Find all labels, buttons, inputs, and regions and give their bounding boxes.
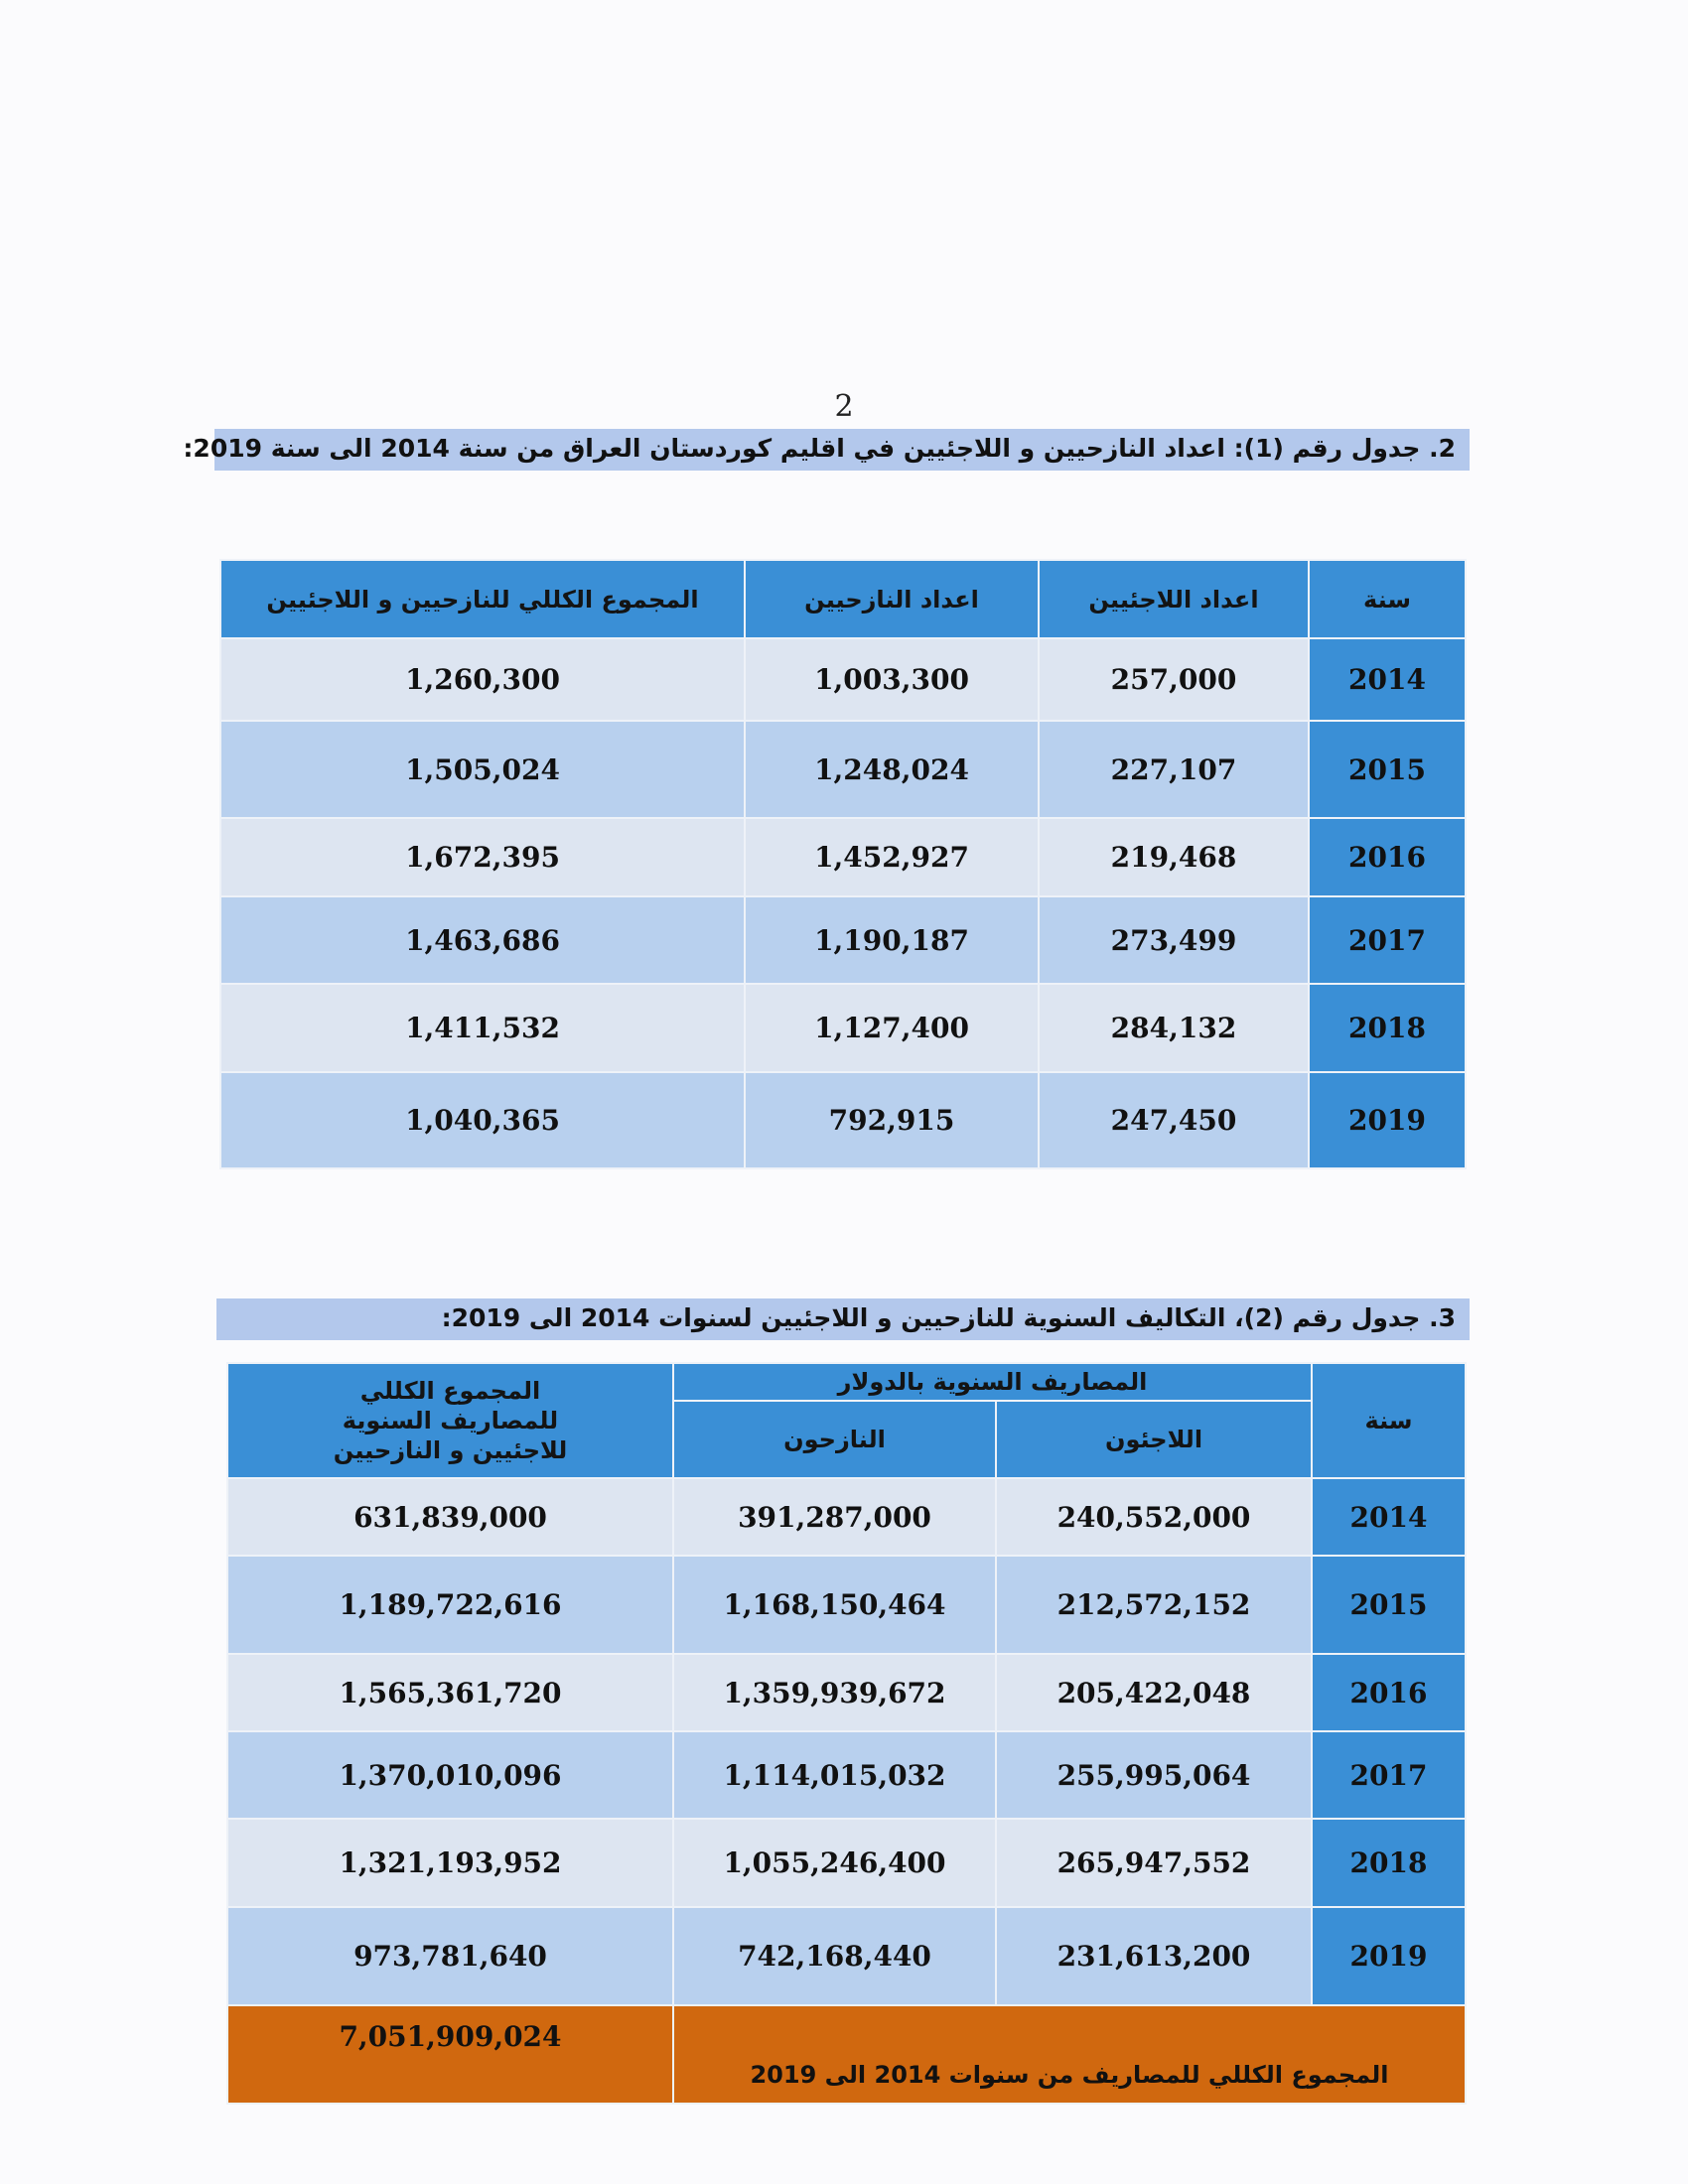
year-cell: 2019 [1309,1072,1466,1168]
grand-total-label: المجموع الكللي للمصاريف من سنوات 2014 الى 2019 [673,2005,1466,2104]
displaced-cell: 1,190,187 [745,896,1039,984]
table-row [227,1907,1466,2005]
header-displaced: النازحون [673,1401,996,1478]
table1-caption: 2. جدول رقم (1): اعداد النازحيين و اللاجئيين في اقليم كوردستان العراق من سنة 2014 الى سنة 2019: [214,429,1470,471]
header-total-expenses [227,1363,673,1478]
grand-total-row [227,2005,1466,2104]
displaced-cost-cell: 1,114,015,032 [673,1731,996,1819]
total-cost-cell: 1,565,361,720 [227,1654,673,1731]
year-cell: 2019 [1312,1907,1466,2005]
table-row [220,638,1466,721]
table-row [227,1654,1466,1731]
year-cell: 2015 [1312,1556,1466,1654]
header-total-line: للمصاريف السنوية [342,1407,559,1434]
total-cell: 1,505,024 [220,721,745,818]
table-row [220,1072,1466,1168]
displaced-cost-cell: 1,359,939,672 [673,1654,996,1731]
refugees-cell: 257,000 [1039,638,1309,721]
total-cell: 1,411,532 [220,984,745,1072]
total-cell: 1,260,300 [220,638,745,721]
refugees-cost-cell: 265,947,552 [996,1819,1312,1907]
total-cost-cell: 631,839,000 [227,1478,673,1556]
table-row [220,896,1466,984]
header-refugees: اعداد اللاجئيين [1039,560,1309,638]
table2-header-row-top [227,1363,1466,1401]
total-cell: 1,672,395 [220,818,745,896]
total-cost-cell: 1,189,722,616 [227,1556,673,1654]
table2-caption: 3. جدول رقم (2)، التكاليف السنوية للنازحيين و اللاجئيين لسنوات 2014 الى 2019: [216,1298,1470,1340]
total-cost-cell: 1,370,010,096 [227,1731,673,1819]
page-number: 2 [834,389,854,424]
displaced-cost-cell: 1,168,150,464 [673,1556,996,1654]
refugees-cost-cell: 231,613,200 [996,1907,1312,2005]
total-cell: 1,463,686 [220,896,745,984]
table-row [220,721,1466,818]
displaced-cell: 1,452,927 [745,818,1039,896]
year-cell: 2014 [1309,638,1466,721]
table-row [227,1556,1466,1654]
annual-costs-table [226,1362,1467,2105]
year-cell: 2017 [1312,1731,1466,1819]
table-row [220,984,1466,1072]
refugees-cell: 284,132 [1039,984,1309,1072]
year-cell: 2016 [1309,818,1466,896]
table-row [227,1478,1466,1556]
displaced-cost-cell: 742,168,440 [673,1907,996,2005]
year-cell: 2015 [1309,721,1466,818]
table1-header-row [220,560,1466,638]
header-total-line: للاجئيين و النازحيين [333,1436,568,1464]
displaced-cell: 1,127,400 [745,984,1039,1072]
table-row [227,1731,1466,1819]
displaced-cell: 1,248,024 [745,721,1039,818]
displaced-cost-cell: 391,287,000 [673,1478,996,1556]
refugees-cell: 227,107 [1039,721,1309,818]
table-row [220,818,1466,896]
refugees-cell: 247,450 [1039,1072,1309,1168]
total-cost-cell: 973,781,640 [227,1907,673,2005]
displaced-cost-cell: 1,055,246,400 [673,1819,996,1907]
year-cell: 2017 [1309,896,1466,984]
total-cost-cell: 1,321,193,952 [227,1819,673,1907]
refugees-cost-cell: 212,572,152 [996,1556,1312,1654]
displaced-cell: 792,915 [745,1072,1039,1168]
refugees-cost-cell: 255,995,064 [996,1731,1312,1819]
year-cell: 2016 [1312,1654,1466,1731]
table-row [227,1819,1466,1907]
header-annual-expenses: المصاريف السنوية بالدولار [673,1363,1312,1401]
header-year: سنة [1309,560,1466,638]
refugees-cost-cell: 240,552,000 [996,1478,1312,1556]
refugees-cost-cell: 205,422,048 [996,1654,1312,1731]
refugees-cell: 219,468 [1039,818,1309,896]
header-displaced: اعداد النازحيين [745,560,1039,638]
displaced-cell: 1,003,300 [745,638,1039,721]
year-cell: 2018 [1309,984,1466,1072]
header-year: سنة [1312,1363,1466,1478]
header-total-line: المجموع الكللي [359,1377,541,1405]
refugees-displaced-counts-table [219,559,1467,1169]
grand-total-value: 7,051,909,024 [227,2005,673,2104]
year-cell: 2014 [1312,1478,1466,1556]
total-cell: 1,040,365 [220,1072,745,1168]
refugees-cell: 273,499 [1039,896,1309,984]
header-refugees: اللاجئون [996,1401,1312,1478]
year-cell: 2018 [1312,1819,1466,1907]
header-total: المجموع الكللي للنازحيين و اللاجئيين [220,560,745,638]
